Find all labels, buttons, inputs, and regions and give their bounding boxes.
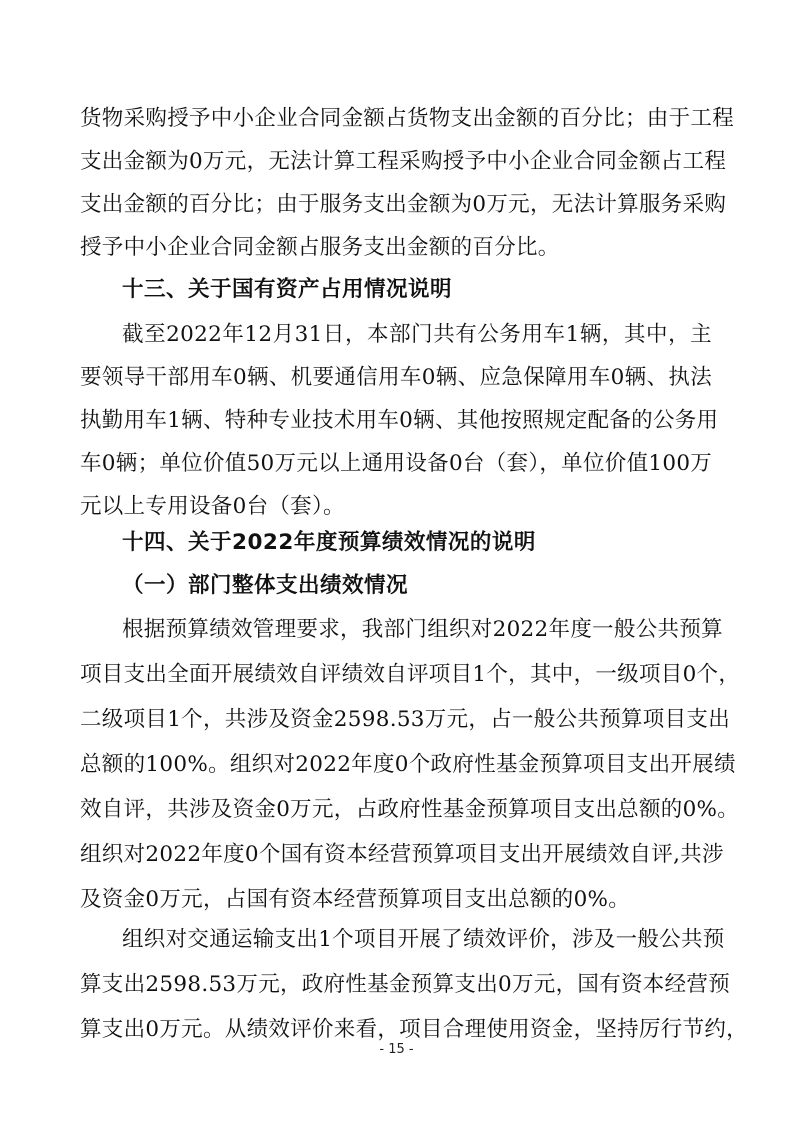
paragraph-line: 组织对交通运输支出1个项目开展了绩效评价，涉及一般公共预 — [122, 927, 725, 952]
section-heading: 十四、关于2022年度预算绩效情况的说明 — [122, 530, 536, 555]
paragraph-line: 项目支出全面开展绩效自评绩效自评项目1个，其中，一级项目0个， — [80, 662, 741, 687]
paragraph-line: 及资金0万元，占国有资本经营预算项目支出总额的0%。 — [80, 887, 631, 912]
paragraph-line: 算支出2598.53万元，政府性基金预算支出0万元，国有资本经营预 — [80, 972, 730, 997]
paragraph-line: 支出金额为0万元，无法计算工程采购授予中小企业合同金额占工程 — [80, 149, 727, 174]
section-heading: 十三、关于国有资产占用情况说明 — [122, 277, 453, 302]
paragraph-line: 效自评，共涉及资金0万元，占政府性基金预算项目支出总额的0%。 — [80, 797, 740, 822]
page-number: - 15 - — [379, 1042, 414, 1057]
paragraph-line: 执勤用车1辆、特种专业技术用车0辆、其他按照规定配备的公务用 — [80, 408, 719, 433]
paragraph-line: 组织对2022年度0个国有资本经营预算项目支出开展绩效自评,共涉 — [80, 842, 724, 867]
paragraph-line: 根据预算绩效管理要求，我部门组织对2022年度一般公共预算 — [122, 617, 723, 642]
paragraph-line: 授予中小企业合同金额占服务支出金额的百分比。 — [80, 235, 560, 260]
paragraph-line: 元以上专用设备0台（套）。 — [80, 494, 345, 519]
subsection-heading: （一）部门整体支出绩效情况 — [122, 573, 409, 598]
paragraph-line: 算支出0万元。从绩效评价来看，项目合理使用资金，坚持厉行节约， — [80, 1017, 748, 1042]
paragraph-line: 货物采购授予中小企业合同金额占货物支出金额的百分比；由于工程 — [80, 106, 735, 131]
paragraph-line: 支出金额的百分比；由于服务支出金额为0万元，无法计算服务采购 — [80, 192, 727, 217]
paragraph-line: 截至2022年12月31日，本部门共有公务用车1辆，其中，主 — [122, 322, 712, 347]
paragraph-line: 总额的100%。组织对2022年度0个政府性基金预算项目支出开展绩 — [80, 752, 736, 777]
paragraph-line: 要领导干部用车0辆、机要通信用车0辆、应急保障用车0辆、执法 — [80, 365, 712, 390]
paragraph-line: 车0辆；单位价值50万元以上通用设备0台（套），单位价值100万 — [80, 451, 713, 476]
paragraph-line: 二级项目1个，共涉及资金2598.53万元，占一般公共预算项目支出 — [80, 707, 730, 732]
